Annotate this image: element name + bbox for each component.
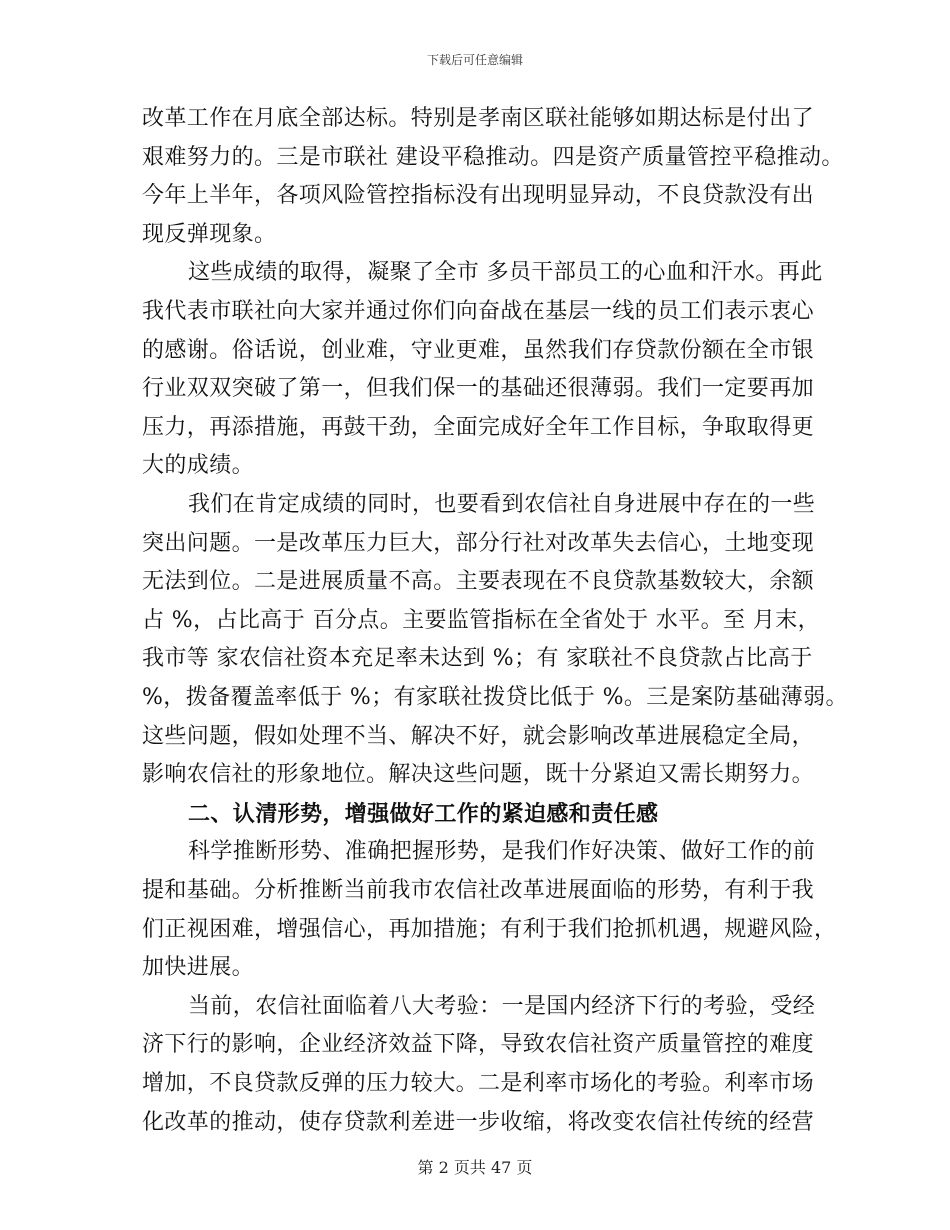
text-line: 我代表市联社向大家并通过你们向奋战在基层一线的员工们表示衷心 [142, 299, 815, 324]
text-line: 现反弹现象。 [142, 221, 277, 247]
text-line: 化改革的推动，使存贷款利差进一步收缩，将改变农信社传统的经营 [142, 1109, 815, 1135]
text-line: 今年上半年，各项风险管控指标没有出现明显异动，不良贷款没有出 [142, 183, 815, 209]
section-heading: 二、认清形势，增强做好工作的紧迫感和责任感 [188, 800, 659, 827]
text-line: 提和基础。分析推断当前我市农信社改革进展面临的形势，有利于我 [142, 878, 815, 903]
text-line: 当前，农信社面临着八大考验：一是国内经济下行的考验，受经 [188, 993, 816, 1019]
text-line: 科学推断形势、准确把握形势，是我们作好决策、做好工作的前 [188, 839, 816, 865]
text-line: 突出问题。一是改革压力巨大，部分行社对改革失去信心，土地变现 [142, 530, 815, 556]
page-footer: 第 2 页共 47 页 [417, 1158, 533, 1177]
text-line: 济下行的影响，企业经济效益下降，导致农信社资产质量管控的难度 [142, 1032, 815, 1058]
text-line: 们正视困难，增强信心，再加措施；有利于我们抢抓机遇，规避风险， [142, 916, 837, 942]
text-line: 行业双双突破了第一，但我们保一的基础还很薄弱。我们一定要再加 [142, 376, 815, 402]
text-line: 增加，不良贷款反弹的压力较大。二是利率市场化的考验。利率市场 [142, 1071, 815, 1096]
text-line: 艰难努力的。三是市联社 建设平稳推动。四是资产质量管控平稳推动。 [142, 144, 844, 170]
document-body [0, 106, 950, 1146]
text-line: 这些问题，假如处理不当、解决不好，就会影响改革进展稳定全局， [142, 723, 815, 749]
text-line: 大的成绩。 [142, 453, 255, 479]
text-line: 我们在肯定成绩的同时，也要看到农信社自身进展中存在的一些 [188, 492, 816, 517]
text-line: 我市等 家农信社资本充足率未达到 %；有 家联社不良贷款占比高于 [142, 646, 813, 672]
text-line: 影响农信社的形象地位。解决这些问题，既十分紧迫又需长期努力。 [142, 762, 815, 788]
text-line: %，拨备覆盖率低于 %；有家联社拨贷比低于 %。三是案防基础薄弱。 [142, 685, 848, 710]
text-line: 无法到位。二是进展质量不高。主要表现在不良贷款基数较大，余额 [142, 569, 815, 595]
page-header: 下载后可任意编辑 [426, 53, 523, 67]
text-line: 压力，再添措施，再鼓干劲，全面完成好全年工作目标，争取取得更 [142, 414, 815, 440]
text-line: 占 %，占比高于 百分点。主要监管指标在全省处于 水平。至 月末， [142, 607, 821, 633]
text-line: 加快进展。 [142, 955, 255, 981]
text-line: 的感谢。俗话说，创业难，守业更难，虽然我们存贷款份额在全市银 [142, 337, 815, 363]
text-line: 这些成绩的取得，凝聚了全市 多员干部员工的心血和汗水。再此 [188, 260, 823, 286]
text-line: 改革工作在月底全部达标。特别是孝南区联社能够如期达标是付出了 [142, 106, 815, 131]
